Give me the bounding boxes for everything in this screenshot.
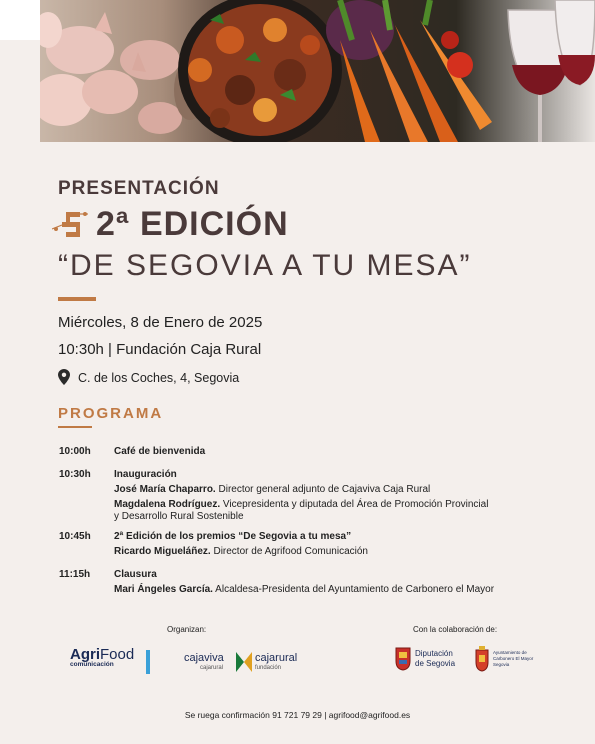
ayto-line2: Carbonero El Mayor (493, 656, 534, 661)
logo-agri: Agri (70, 646, 100, 663)
presentation-label: PRESENTACIÓN (58, 178, 220, 199)
logo-food: Food (100, 646, 135, 663)
program-title: Café de bienvenida (114, 446, 206, 457)
agrifood-logo (70, 646, 150, 678)
program-title: Clausura (114, 569, 157, 580)
program-title: 2ª Edición de los premios “De Segovia a tu mesa” (114, 531, 352, 542)
rsvp-footer: Se ruega confirmación 91 721 79 29 | agrifood@agrifood.es (184, 710, 411, 720)
banner-photo (40, 0, 595, 142)
speaker-line (114, 546, 368, 557)
speaker-role: Director de Agrifood Comunicación (213, 546, 368, 557)
program-hour: 10:00h (59, 446, 91, 457)
program-title: Inauguración (114, 469, 177, 480)
speaker-line (114, 499, 488, 510)
logo-bar (146, 650, 150, 674)
speaker-line (114, 584, 494, 595)
speaker-name: Magdalena Rodríguez. (114, 499, 221, 510)
speaker-role: Vicepresidenta y diputada del Área de Promoción Provincial (222, 499, 489, 510)
collaborators-label: Con la colaboración de: (413, 625, 498, 634)
event-logo-icon (52, 208, 90, 242)
programa-rule (58, 426, 92, 428)
speaker-name: Mari Ángeles García. (114, 584, 213, 595)
edition-title: 2ª EDICIÓN (96, 205, 289, 243)
logo-comunicacion: comunicación (70, 661, 114, 668)
diputacion-line2: de Segovia (415, 659, 456, 668)
event-time-place: 10:30h | Fundación Caja Rural (58, 341, 262, 358)
speaker-name: José María Chaparro. (114, 484, 216, 495)
diputacion-line1: Diputación (415, 649, 453, 658)
ayto-line3: Segovia (493, 662, 510, 667)
program-hour: 10:30h (59, 469, 91, 480)
corner-block (0, 0, 40, 40)
diputacion-shield-icon (395, 647, 411, 671)
speaker-role-cont: y Desarrollo Rural Sostenible (114, 511, 244, 522)
ayuntamiento-shield-icon (474, 646, 490, 672)
cajaviva-wordmark: cajaviva (184, 652, 224, 664)
ayto-line1: Ayuntamiento de (493, 650, 527, 655)
ayuntamiento-logo (474, 645, 534, 673)
event-name: “DE SEGOVIA A TU MESA” (58, 249, 472, 282)
cajaviva-cajarural-logo (184, 650, 309, 674)
speaker-role: Director general adjunto de Cajaviva Caja Rural (218, 484, 431, 495)
speaker-name: Ricardo Migueláñez. (114, 546, 211, 557)
programa-heading: PROGRAMA (58, 405, 164, 422)
accent-rule (58, 297, 96, 301)
event-date: Miércoles, 8 de Enero de 2025 (58, 314, 263, 331)
organizers-label: Organizan: (167, 625, 207, 634)
stew-image (178, 0, 342, 142)
speaker-role: Alcaldesa-Presidenta del Ayuntamiento de Carbonero el Mayor (215, 584, 495, 595)
diputacion-logo (395, 645, 465, 673)
program-hour: 11:15h (59, 569, 91, 580)
program-hour: 10:45h (59, 531, 91, 542)
cajarural-mark-icon (234, 650, 254, 674)
speaker-line (114, 484, 430, 495)
cajaviva-sub: cajarural (200, 665, 224, 671)
location-pin-icon (58, 369, 70, 385)
event-address: C. de los Coches, 4, Segovia (78, 371, 240, 385)
cajarural-sub: fundación (255, 665, 282, 671)
cajarural-wordmark: cajarural (255, 652, 298, 664)
